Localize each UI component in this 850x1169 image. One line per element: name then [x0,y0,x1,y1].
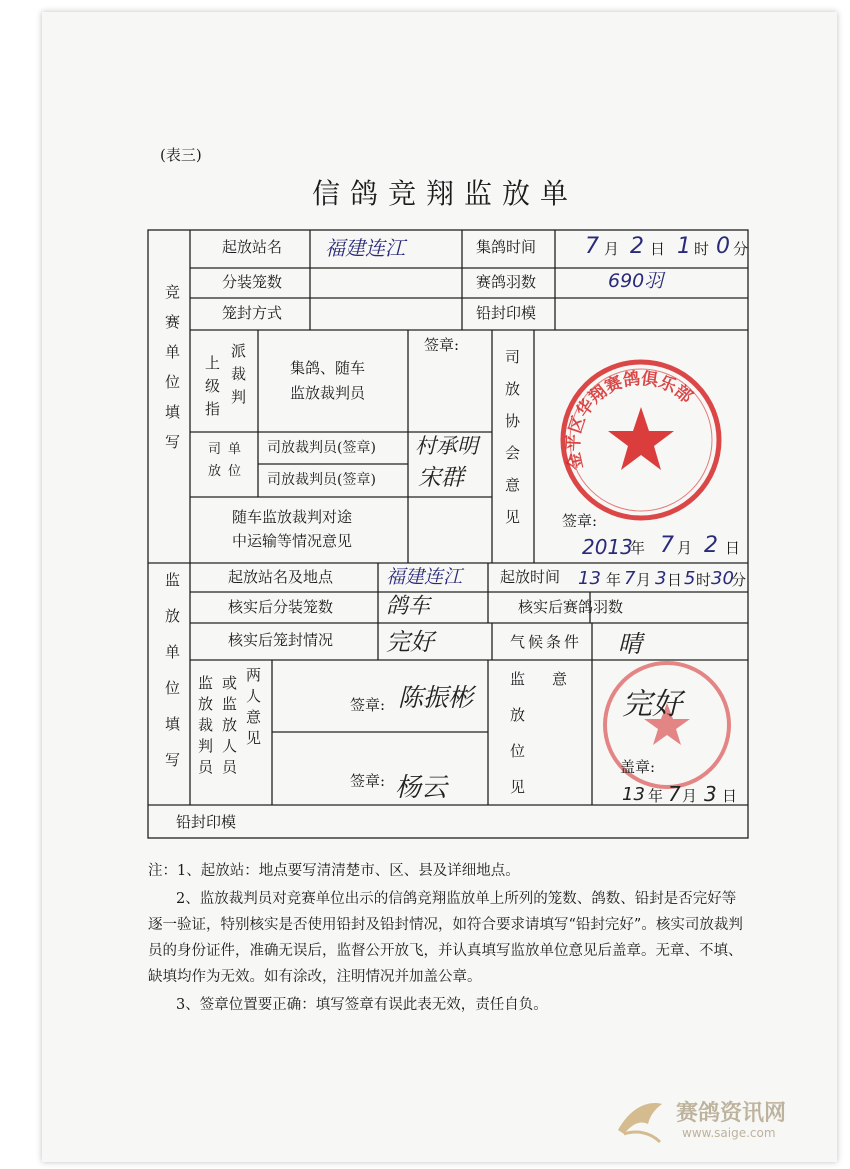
notes-section [148,858,748,1018]
supervisor-label-column: 或 监 放 人 员 [222,674,238,776]
seal-stamp-label: 盖章: [620,758,656,776]
supervision-signature-label-1: 签章: [350,696,386,714]
assoc-signature-label: 签章: [562,512,598,530]
gather-hour-unit: 时 [694,240,710,258]
unit-day-unit: 日 [722,787,738,805]
cage-method-label: 笼封方式 [222,304,283,322]
release-year-value: 13 [578,568,601,589]
pigeon-count-label: 赛鸽羽数 [476,273,537,291]
signature-label-race: 签章: [424,336,460,354]
supervision-stamp [592,655,742,805]
release-station-label: 起放站名 [222,238,283,256]
note-2: 2、监放裁判员对竞赛单位出示的信鸽竞翔监放单上所列的笼数、鸽数、铅封是否完好等逐一验证，特别核实是否使用铅封及铅封情况，如符合要求请填写“铅封完好”。核实司放裁判员的身份证件，准确无误后，监督公开放飞，并认真填写监放单位意见后盖章。无章、不填、缺填均作为无效。如有涂改，注明情况并加盖公章。 [148,891,743,985]
release-month-value: 7 [624,568,636,589]
verified-pigeons-label: 核实后赛鸽羽数 [518,598,624,616]
watermark-url: www.saige.com [682,1126,776,1140]
association-stamp-text: 金平区华翔赛鸽俱乐部 [563,368,697,472]
supervisor-label-column: 监 放 裁 判 员 [198,674,214,776]
supervision-signature-1: 陈振彬 [398,683,474,712]
release-minute-value: 30 [711,568,734,589]
assoc-year-value: 2013 [582,535,633,559]
verified-seal-value: 完好 [386,628,434,656]
release-time-label: 起放时间 [500,568,561,586]
assoc-day-unit: 日 [725,539,741,557]
pigeon-count-value: 690羽 [608,270,664,292]
gather-minute-value: 0 [716,234,730,259]
release-referee-1-signature: 村承明 [415,434,478,458]
verified-cages-value: 鸽车 [386,594,431,619]
release-year-unit: 年 [606,571,622,589]
note-3: 3、签章位置要正确：填写签章有误此表无效，责任自负。 [176,997,548,1013]
supervision-unit-vertical-label: 监 放 单 位 填 写 [165,571,181,769]
assoc-month-value: 7 [660,533,674,558]
release-day-unit: 日 [667,571,683,589]
association-opinion-label: 司 放 协 会 意 见 [505,348,521,526]
association-stamp [556,355,726,525]
watermark-name: 赛鸽资讯网 [676,1101,787,1126]
release-minute-unit: 分 [731,571,747,589]
escort-referee-label-1: 集鸽、随车 [290,359,366,377]
weather-label: 气候条件 [510,633,583,651]
assoc-day-value: 2 [704,533,718,558]
verified-seal-label: 核实后笼封情况 [228,631,334,649]
seal-label-bottom: 铅封印模 [176,813,237,831]
gather-time-label: 集鸽时间 [476,238,537,256]
unit-year-unit: 年 [648,787,664,805]
supervision-signature-label-2: 签章: [350,772,386,790]
release-referee-2-signature: 宋群 [418,465,464,491]
station-location-value: 福建连江 [386,566,463,588]
unit-month-unit: 月 [682,787,698,805]
gather-day-unit: 日 [650,240,666,258]
supervision-signature-2: 杨云 [395,773,448,803]
note-1: 注：1、起放站：地点要写清清楚市、区、县及详细地点。 [148,863,520,879]
escort-opinion-label-2: 中运输等情况意见 [232,532,353,550]
release-hour-value: 5 [684,568,696,589]
supervisor-label-column: 两 人 意 见 [246,666,262,747]
verified-cages-label: 核实后分装笼数 [228,598,334,616]
station-location-label: 起放站名及地点 [228,568,334,586]
unit-month-value: 7 [668,782,681,806]
gather-minute-unit: 分 [733,240,749,258]
cage-count-label: 分装笼数 [222,273,283,291]
release-station-value: 福建连江 [325,236,405,260]
release-day-value: 3 [655,568,667,589]
release-month-unit: 月 [636,571,652,589]
unit-year-value: 13 [622,784,645,805]
form-number: (表三) [160,146,202,164]
seal-label-top: 铅封印模 [476,304,537,322]
release-referee-1-label: 司放裁判员(签章) [267,440,376,456]
assoc-month-unit: 月 [677,539,693,557]
weather-value: 晴 [618,630,642,658]
release-referee-2-label: 司放裁判员(签章) [267,472,376,488]
page-title: 信鸽竞翔监放单 [312,177,579,210]
assoc-year-unit: 年 [630,539,646,557]
gather-month-value: 7 [585,234,599,259]
watermark [610,1090,810,1150]
release-hour-unit: 时 [696,571,712,589]
unit-opinion-value: 完好 [622,687,682,722]
pigeon-logo-icon [610,1090,670,1150]
gather-month-unit: 月 [604,240,620,258]
escort-opinion-label-1: 随车监放裁判对途 [232,508,353,526]
gather-day-value: 2 [630,234,644,259]
unit-day-value: 3 [704,782,717,806]
gather-hour-value: 1 [677,234,691,259]
race-unit-vertical-label: 竞 赛 单 位 填 写 [165,283,181,451]
escort-referee-label-2: 监放裁判员 [290,384,366,402]
